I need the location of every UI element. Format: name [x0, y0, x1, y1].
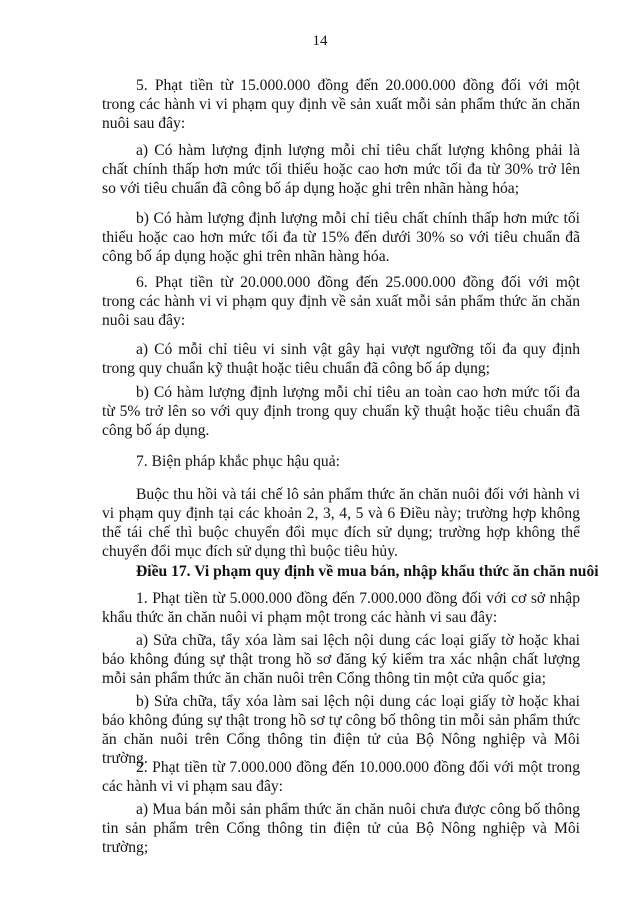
paragraph-clause-6a: a) Có mỗi chỉ tiêu vi sinh vật gây hại vượt ngưỡng tối đa quy định trong quy chuẩn kỹ thuật hoặc tiêu chuẩn đã công bố áp dụng; — [102, 341, 580, 377]
paragraph-remedy: Buộc thu hồi và tái chế lô sản phẩm thức ăn chăn nuôi đối với hành vi vi phạm quy định tại các khoản 2, 3, 4, 5 và 6 Điều này; trường hợp không thể tái chế thì buộc chuyển đổi mục đích sử dụng; trường hợp không thể chuyển đổi mục đích sử dụng thì buộc tiêu hủy. — [102, 486, 580, 560]
paragraph-article17-clause-1: 1. Phạt tiền từ 5.000.000 đồng đến 7.000.000 đồng đối với cơ sở nhập khẩu thức ăn chăn nuôi vi phạm một trong các hành vi sau đây: — [102, 590, 580, 626]
paragraph-article17-clause-2: 2. Phạt tiền từ 7.000.000 đồng đến 10.000.000 đồng đối với một trong các hành vi vi phạm sau đây: — [102, 759, 580, 795]
page-number: 14 — [312, 33, 328, 49]
paragraph-clause-6b: b) Có hàm lượng định lượng mỗi chỉ tiêu an toàn cao hơn mức tối đa từ 5% trở lên so với quy định trong quy chuẩn kỹ thuật hoặc tiêu chuẩn đã công bố áp dụng. — [102, 384, 580, 439]
paragraph-article17-clause-1a: a) Sửa chữa, tẩy xóa làm sai lệch nội dung các loại giấy tờ hoặc khai báo không đúng sự thật trong hồ sơ đăng ký kiểm tra xác nhận chất lượng mỗi sản phẩm thức ăn chăn nuôi trên Cổng thông tin một cửa quốc gia; — [102, 632, 580, 687]
article-17-heading: Điều 17. Vi phạm quy định về mua bán, nhập khẩu thức ăn chăn nuôi — [136, 563, 599, 580]
paragraph-clause-6: 6. Phạt tiền từ 20.000.000 đồng đến 25.000.000 đồng đối với một trong các hành vi vi phạm quy định về sản xuất mỗi sản phẩm thức ăn chăn nuôi sau đây: — [102, 274, 580, 329]
paragraph-clause-5b: b) Có hàm lượng định lượng mỗi chỉ tiêu chất chính thấp hơn mức tối thiểu hoặc cao hơn mức tối đa từ 15% đến dưới 30% so với tiêu chuẩn đã công bố áp dụng hoặc ghi trên nhãn hàng hóa. — [102, 210, 580, 265]
paragraph-article17-clause-2a: a) Mua bán mỗi sản phẩm thức ăn chăn nuôi chưa được công bố thông tin sản phẩm trên Cổng thông tin điện tử của Bộ Nông nghiệp và Môi trường; — [102, 801, 580, 856]
paragraph-article17-clause-1b: b) Sửa chữa, tẩy xóa làm sai lệch nội dung các loại giấy tờ hoặc khai báo không đúng sự thật trong hồ sơ tự công bố thông tin mỗi sản phẩm thức ăn chăn nuôi trên Cổng thông tin điện tử của Bộ Nông nghiệp và Môi trường. — [102, 693, 580, 767]
paragraph-clause-7: 7. Biện pháp khắc phục hậu quả: — [136, 453, 340, 470]
paragraph-clause-5a: a) Có hàm lượng định lượng mỗi chỉ tiêu chất lượng không phải là chất chính thấp hơn mức tối thiểu hoặc cao hơn mức tối đa từ 30% trở lên so với tiêu chuẩn đã công bố áp dụng hoặc ghi trên nhãn hàng hóa; — [102, 142, 580, 197]
paragraph-clause-5: 5. Phạt tiền từ 15.000.000 đồng đến 20.000.000 đồng đối với một trong các hành vi vi phạm quy định về sản xuất mỗi sản phẩm thức ăn chăn nuôi sau đây: — [102, 77, 580, 132]
